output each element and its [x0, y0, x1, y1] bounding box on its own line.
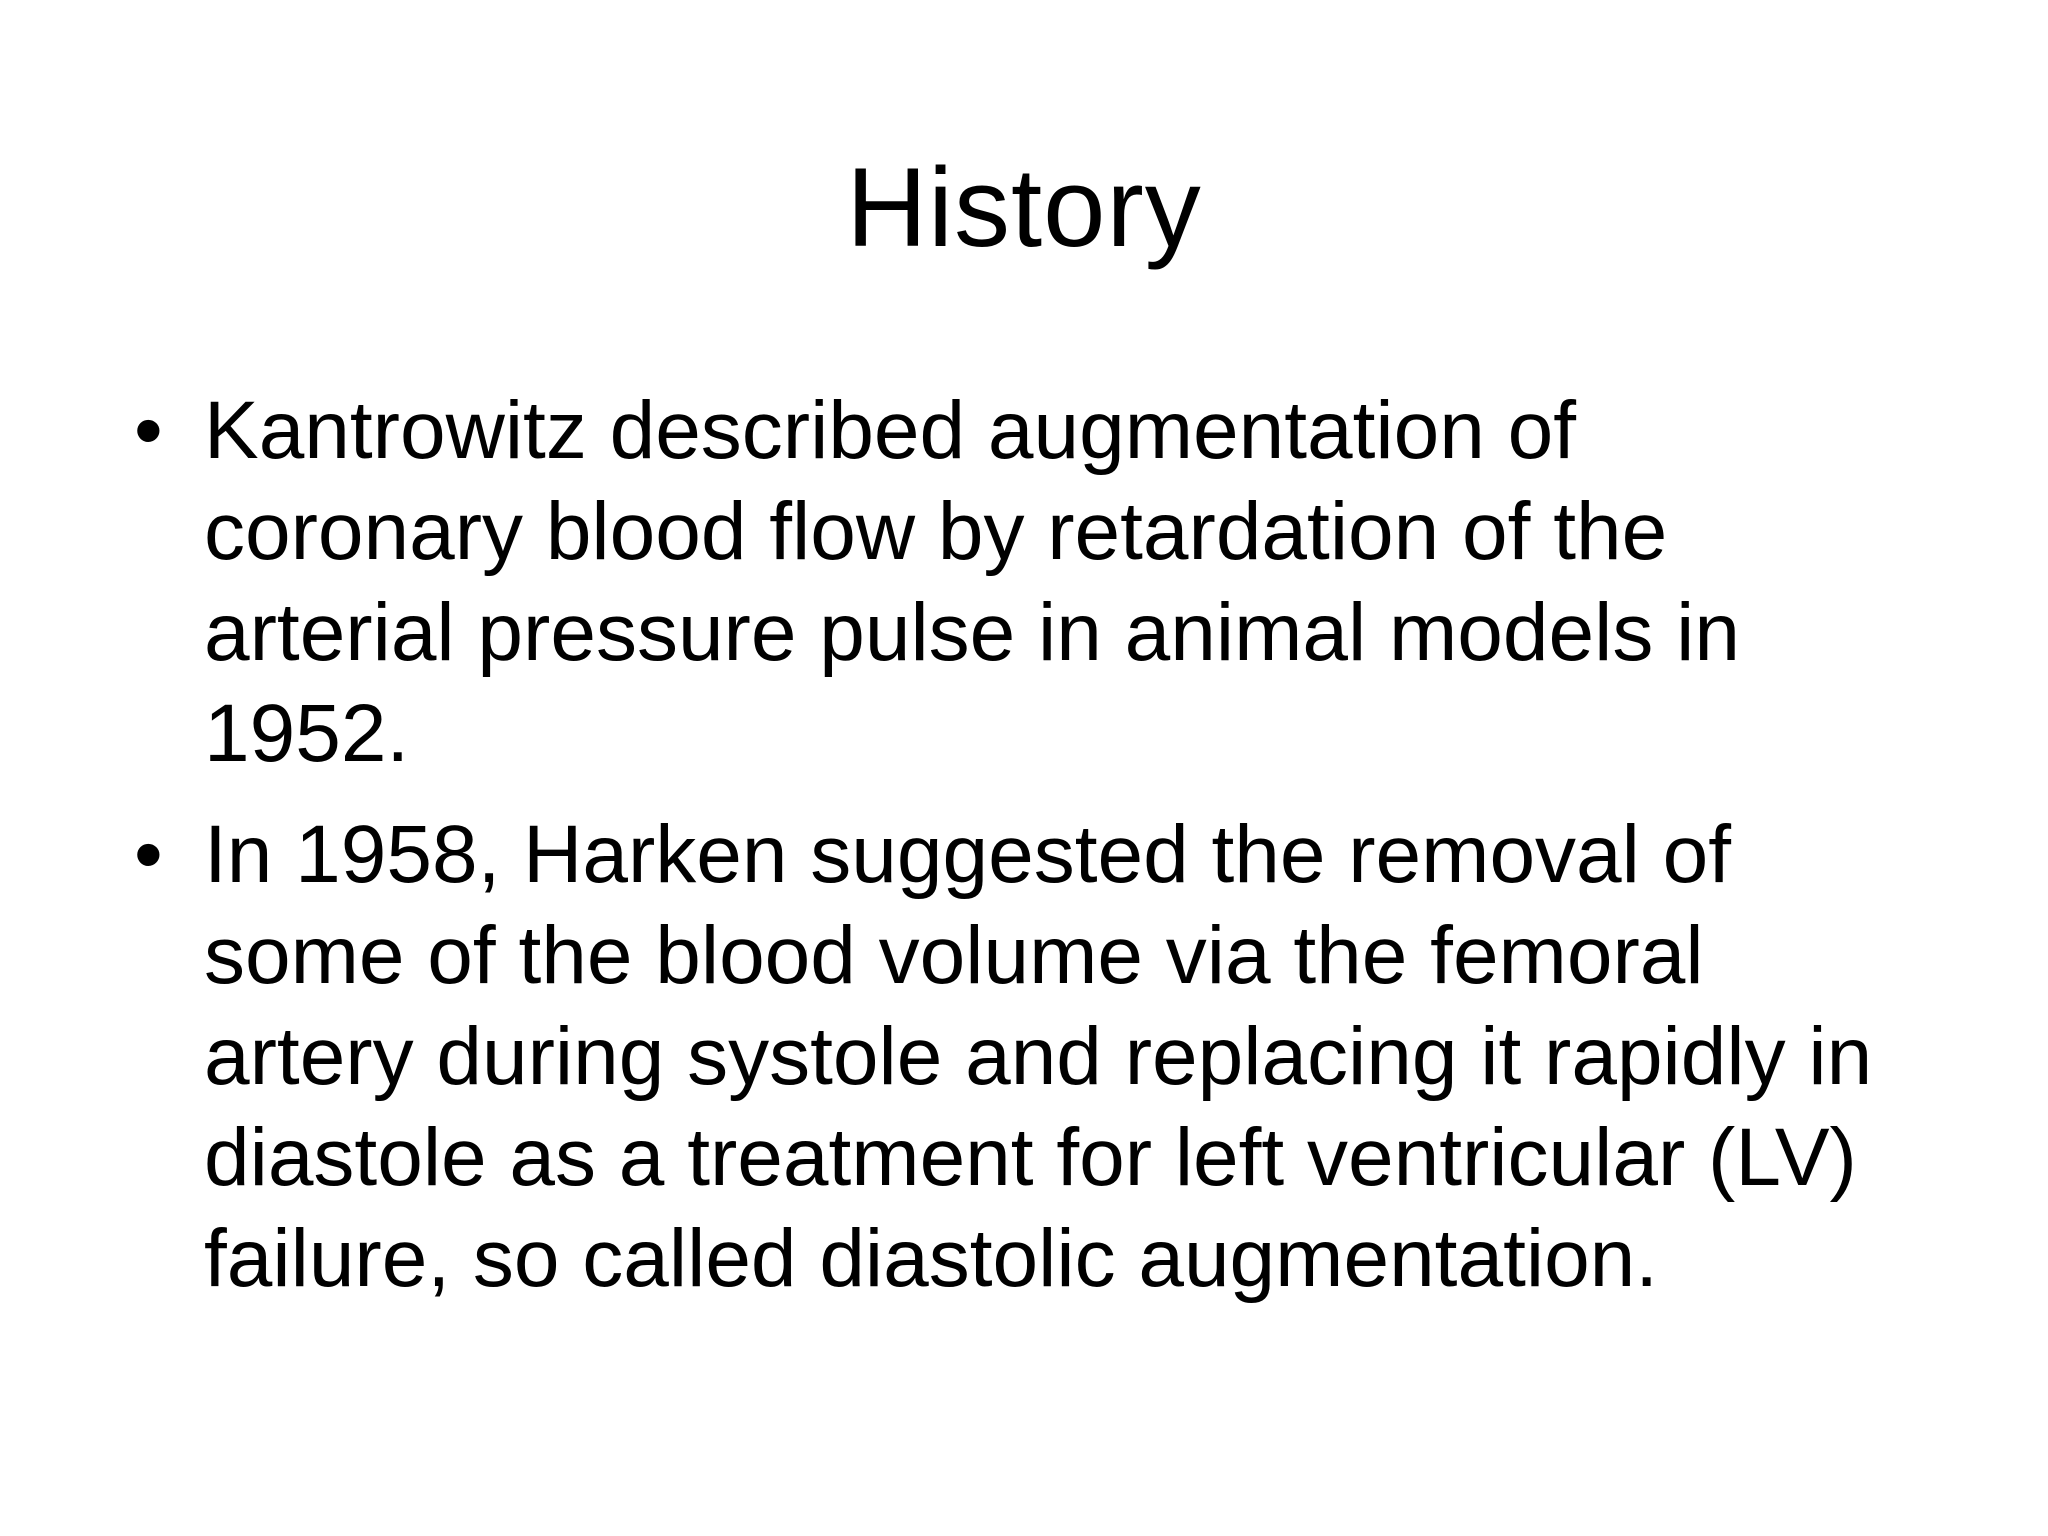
bullet-line: artery during systole and replacing it rapidly in: [204, 1011, 1873, 1102]
bullet-line: arterial pressure pulse in animal models in: [204, 587, 1740, 678]
bullet-marker: •: [134, 809, 163, 900]
bullet-line: some of the blood volume via the femoral: [204, 910, 1704, 1001]
bullet-line: 1952.: [204, 688, 410, 779]
slide-title: History: [846, 145, 1202, 270]
bullet-list: [120, 380, 1960, 1329]
bullet-line: failure, so called diastolic augmentation.: [204, 1213, 1659, 1304]
bullet-marker: •: [134, 385, 163, 476]
bullet-line: coronary blood flow by retardation of the: [204, 486, 1668, 577]
bullet-line: diastole as a treatment for left ventricular (LV): [204, 1112, 1857, 1203]
bullet-line: Kantrowitz described augmentation of: [204, 385, 1577, 476]
bullet-line: In 1958, Harken suggested the removal of: [204, 809, 1732, 900]
bullet-item-harken: [120, 804, 2034, 1309]
bullet-item-kantrowitz: [120, 380, 2034, 784]
